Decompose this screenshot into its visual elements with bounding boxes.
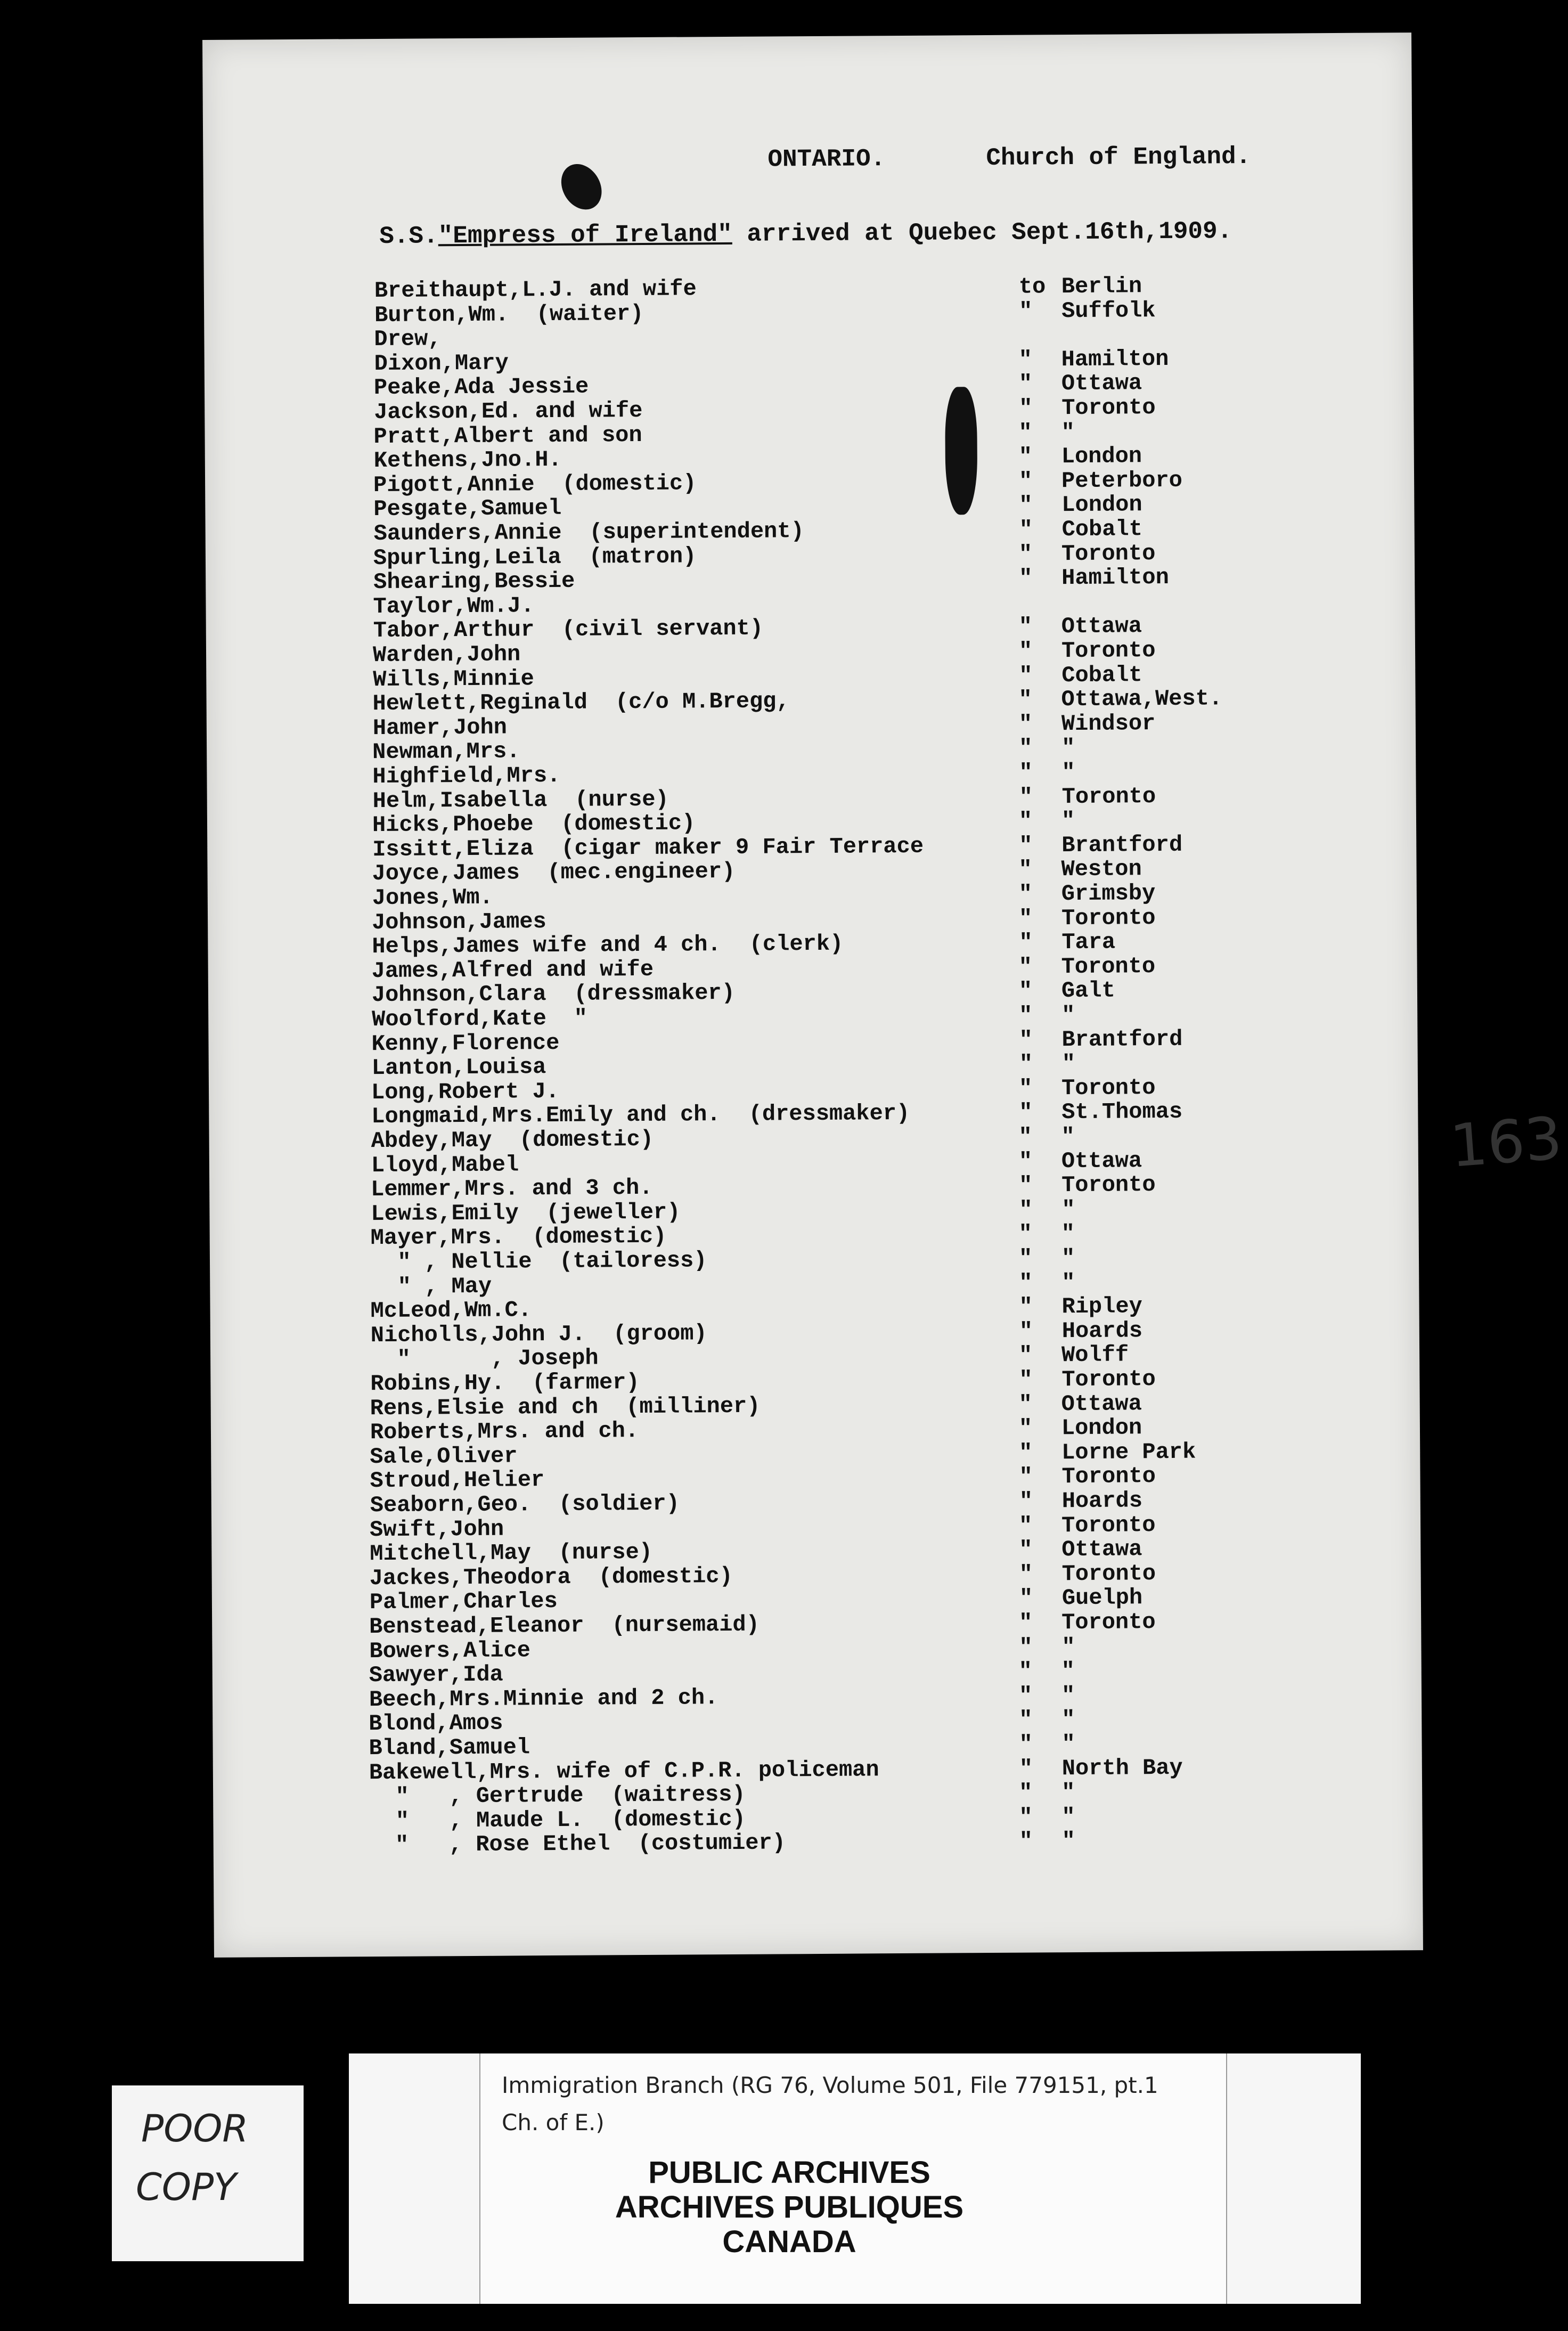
arrival-prefix: S.S. [379, 222, 438, 250]
ditto-mark: " [1018, 347, 1033, 373]
passenger-name: Johnson,James [371, 908, 546, 935]
passenger-name: Lloyd,Mabel [371, 1152, 519, 1178]
passenger-occupation: (mec.engineer) [547, 859, 736, 886]
ditto-mark: " [1018, 711, 1033, 737]
ditto-mark: " [1018, 687, 1032, 713]
passenger-name: Hewlett,Reginald [372, 689, 588, 717]
ditto-mark: " [1019, 1585, 1033, 1612]
destination: Suffolk [1061, 297, 1156, 324]
ditto-mark: " [1019, 735, 1033, 762]
ditto-mark: " [1018, 614, 1033, 640]
destination: " [1061, 1658, 1075, 1684]
ditto-mark: " [1019, 1051, 1033, 1077]
passenger-occupation: (domestic) [532, 1224, 667, 1250]
passenger-name: Johnson,Clara [371, 981, 546, 1008]
passenger-occupation: (jeweller) [546, 1199, 681, 1226]
destination: Cobalt [1061, 516, 1143, 543]
ditto-mark: " [1019, 565, 1033, 591]
passenger-name: Helm,Isabella [372, 787, 548, 814]
ditto-mark: " [1019, 517, 1033, 543]
passenger-occupation: (soldier) [558, 1490, 680, 1517]
passenger-name: Dixon,Mary [374, 350, 509, 377]
destination: Toronto [1061, 1560, 1156, 1587]
ditto-mark: " [1019, 1488, 1033, 1514]
ditto-mark: " [1018, 978, 1033, 1005]
destination: St.Thomas [1061, 1099, 1183, 1126]
destination: Toronto [1061, 1512, 1156, 1538]
destination: Hamilton [1061, 346, 1169, 372]
passenger-name: " , Maude L. [369, 1807, 584, 1834]
passenger-name: Joyce,James [372, 860, 520, 887]
passenger-name: Robins,Hy. [370, 1370, 505, 1397]
destination: Brantford [1061, 832, 1183, 858]
destination: Ottawa [1061, 1147, 1142, 1174]
destination: " [1061, 1707, 1075, 1733]
passenger-occupation: (dressmaker) [574, 980, 736, 1007]
destination: Toronto [1061, 1609, 1156, 1636]
destination: Toronto [1061, 638, 1156, 664]
destination: Toronto [1061, 395, 1156, 421]
passenger-occupation: (nursemaid) [611, 1611, 760, 1639]
ditto-mark: " [1019, 1610, 1033, 1636]
church-heading: Church of England. [986, 142, 1251, 173]
passenger-name: Pigott,Annie [373, 471, 535, 498]
passenger-name: Nicholls,John J. [370, 1321, 586, 1348]
destination: Galt [1061, 977, 1115, 1004]
ditto-mark: " [1018, 1342, 1033, 1369]
passenger-occupation: (superintendent) [589, 518, 804, 545]
passenger-name: Breithaupt,L.J. and wife [374, 276, 697, 304]
ditto-mark: " [1019, 1464, 1033, 1490]
passenger-name: Drew, [374, 326, 442, 353]
destination: Ottawa,West. [1061, 686, 1223, 713]
poor-copy-line2: COPY [136, 2165, 236, 2209]
passenger-occupation: (waitress) [611, 1782, 746, 1808]
destination: London [1061, 1415, 1142, 1441]
passenger-name: " , Nellie [370, 1249, 532, 1276]
ditto-mark: " [1018, 298, 1033, 324]
ditto-mark: " [1019, 1440, 1033, 1466]
ditto-mark: " [1019, 1172, 1033, 1199]
ditto-mark: " [1019, 1270, 1033, 1296]
destination: " [1061, 1245, 1075, 1272]
destination: Toronto [1061, 540, 1156, 567]
passenger-name: Issitt,Eliza [372, 836, 534, 862]
ditto-mark: " [1018, 468, 1033, 494]
passenger-occupation: (domestic) [598, 1563, 733, 1590]
passenger-occupation: (costumier) [638, 1830, 786, 1857]
ditto-mark: " [1019, 1804, 1033, 1830]
destination: Wolff [1061, 1342, 1129, 1368]
ditto-mark: " [1018, 1148, 1033, 1175]
ditto-mark: " [1018, 1221, 1033, 1248]
passenger-occupation: (domestic) [611, 1806, 746, 1833]
destination: Brantford [1061, 1026, 1183, 1053]
passenger-name: Bland,Samuel [369, 1734, 530, 1762]
passenger-name: Kethens,Jno.H. [373, 447, 562, 474]
passenger-name: Wills,Minnie [373, 665, 534, 692]
passenger-name: Saunders,Annie [373, 519, 562, 547]
passenger-list [204, 272, 1413, 1859]
passenger-name: " , Joseph [370, 1345, 599, 1373]
ditto-mark: " [1019, 492, 1033, 519]
passenger-occupation: (milliner) [626, 1393, 761, 1420]
destination: Grimsby [1061, 881, 1156, 907]
passenger-name: Jones,Wm. [372, 884, 493, 911]
destination: Toronto [1061, 1463, 1156, 1490]
ditto-mark: " [1018, 444, 1033, 470]
ditto-mark: " [1018, 857, 1032, 883]
punch-hole [553, 157, 610, 217]
ditto-mark: " [1019, 1099, 1033, 1126]
passenger-name: Benstead,Eleanor [369, 1612, 584, 1640]
ditto-mark: " [1019, 1003, 1033, 1029]
passenger-occupation: (tailoress) [559, 1248, 707, 1274]
destination: Guelph [1061, 1585, 1143, 1611]
destination: " [1061, 1634, 1075, 1660]
destination: Toronto [1061, 904, 1156, 931]
passenger-name: Warden,John [372, 641, 521, 669]
archives-line3: CANADA [722, 2224, 856, 2259]
destination: " [1061, 1269, 1075, 1295]
passenger-occupation: (domestic) [519, 1126, 654, 1153]
passenger-name: Swift,John [369, 1516, 504, 1543]
passenger-occupation: (farmer) [532, 1370, 640, 1396]
passenger-name: Roberts,Mrs. and ch. [370, 1418, 639, 1446]
passenger-name: Pesgate,Samuel [373, 495, 562, 523]
destination: Lorne Park [1061, 1439, 1196, 1465]
destination: Peterboro [1061, 467, 1183, 494]
ditto-mark: " [1019, 1731, 1033, 1757]
destination: Ottawa [1061, 1390, 1142, 1417]
passenger-name: Bowers,Alice [369, 1637, 531, 1664]
passenger-name: Sale,Oliver [370, 1443, 518, 1470]
passenger-name: Blond,Amos [369, 1710, 503, 1737]
passenger-name: " , May [371, 1273, 492, 1300]
passenger-name: Hicks,Phoebe [372, 811, 534, 838]
destination: Windsor [1061, 710, 1156, 737]
passenger-name: James,Alfred and wife [371, 956, 654, 984]
poor-copy-label [112, 2085, 304, 2261]
ditto-mark: " [1018, 1658, 1033, 1684]
ditto-mark: " [1018, 541, 1033, 567]
destination: Toronto [1061, 1172, 1156, 1199]
ditto-mark: " [1019, 930, 1033, 956]
arrival-rest: arrived at Quebec Sept.16th,1909. [732, 217, 1232, 248]
passenger-name: Seaborn,Geo. [370, 1491, 532, 1519]
ditto-mark: " [1019, 1561, 1033, 1587]
ditto-mark: " [1018, 1415, 1033, 1441]
destination: North Bay [1061, 1755, 1183, 1781]
destination: London [1061, 443, 1142, 470]
ditto-mark: " [1019, 1367, 1033, 1393]
passenger-name: Jackson,Ed. and wife [374, 397, 643, 426]
ditto-mark: " [1018, 1683, 1033, 1709]
destination: Tara [1061, 929, 1116, 956]
passenger-name: Highfield,Mrs. [372, 762, 561, 790]
destination: " [1061, 735, 1075, 761]
document-page [202, 32, 1565, 1958]
passenger-name: Helps,James wife and 4 ch. [372, 932, 721, 960]
destination: Ottawa [1061, 370, 1142, 397]
ditto-mark: " [1018, 954, 1033, 980]
ditto-mark: " [1018, 1780, 1033, 1806]
destination: Hoards [1061, 1488, 1143, 1514]
ditto-mark: " [1019, 1756, 1033, 1782]
passenger-name: Jackes,Theodora [369, 1564, 571, 1591]
destination: " [1061, 1051, 1076, 1077]
destination: Ottawa [1061, 1536, 1142, 1563]
arrival-line [379, 217, 1232, 250]
destination: Toronto [1061, 1366, 1156, 1393]
passenger-name: Long,Robert J. [371, 1078, 560, 1105]
ditto-mark: " [1019, 784, 1033, 810]
destination: " [1061, 1828, 1076, 1854]
passenger-name: Lanton,Louisa [371, 1054, 546, 1081]
ditto-mark: " [1019, 1027, 1033, 1053]
passenger-name: Bakewell,Mrs. wife of C.P.R. policeman [369, 1756, 879, 1786]
passenger-occupation: (nurse) [575, 786, 669, 813]
passenger-name: Burton,Wm. [374, 301, 509, 328]
destination: Cobalt [1061, 662, 1142, 688]
destination: Ripley [1061, 1293, 1142, 1320]
passenger-name: Mitchell,May [370, 1540, 531, 1567]
passenger-occupation: (domestic) [562, 470, 697, 497]
passenger-occupation: (nurse) [558, 1539, 653, 1566]
passenger-occupation: (domestic) [561, 810, 696, 837]
passenger-name: Shearing,Bessie [373, 568, 575, 596]
destination: " [1061, 808, 1075, 834]
destination: Toronto [1061, 953, 1156, 980]
passenger-name: Peake,Ada Jessie [373, 373, 589, 401]
ditto-mark: " [1019, 1828, 1033, 1855]
passenger-name: Longmaid,Mrs.Emily and ch. [371, 1102, 721, 1130]
destination: Toronto [1061, 1074, 1156, 1101]
ditto-mark: " [1018, 881, 1033, 907]
passenger-name: McLeod,Wm.C. [370, 1297, 532, 1324]
passenger-name: Stroud,Helier [370, 1467, 545, 1494]
ditto-mark: " [1019, 1294, 1033, 1320]
destination: Hamilton [1061, 565, 1169, 591]
ditto-mark: " [1019, 1197, 1033, 1223]
ditto-mark: " [1019, 395, 1033, 421]
destination: " [1061, 419, 1075, 445]
passenger-name: " , Gertrude [369, 1782, 584, 1810]
archives-line2: ARCHIVES PUBLIQUES [615, 2190, 964, 2224]
passenger-occupation: (c/o M.Bregg, [615, 688, 790, 715]
passenger-name: Spurling,Leila [373, 544, 561, 571]
passenger-occupation: (waiter) [536, 300, 644, 327]
passenger-name: Lemmer,Mrs. and 3 ch. [371, 1175, 653, 1203]
passenger-occupation: (civil servant) [561, 615, 764, 643]
destination: Berlin [1061, 273, 1142, 300]
destination: " [1061, 1804, 1075, 1830]
ship-name: "Empress of Ireland" [438, 220, 732, 250]
passenger-occupation: " [574, 1005, 588, 1031]
ditto-mark: " [1019, 1707, 1033, 1733]
ditto-mark: " [1018, 1245, 1033, 1272]
ditto-mark: " [1019, 1318, 1033, 1344]
passenger-occupation: (cigar maker 9 Fair Terrace [561, 833, 924, 861]
destination: " [1061, 1731, 1075, 1757]
destination: " [1061, 1780, 1075, 1806]
pencil-page-number: 163 [1448, 1104, 1565, 1180]
destination: " [1061, 1124, 1075, 1150]
ditto-mark: " [1019, 1634, 1033, 1660]
passenger-occupation: (matron) [589, 543, 697, 570]
destination: " [1061, 1003, 1075, 1029]
ditto-mark: " [1019, 1537, 1033, 1563]
destination: " [1061, 760, 1075, 786]
destination: London [1061, 492, 1142, 518]
destination: " [1061, 1196, 1075, 1222]
destination: Hoards [1061, 1318, 1143, 1344]
ditto-mark: " [1018, 1124, 1032, 1150]
ditto-mark: " [1018, 1075, 1033, 1102]
passenger-name: Abdey,May [371, 1127, 492, 1154]
passenger-name: Pratt,Albert and son [373, 422, 642, 450]
ditto-mark: " [1018, 1513, 1033, 1539]
passenger-name: Taylor,Wm.J. [373, 593, 535, 620]
passenger-occupation: (groom) [613, 1321, 707, 1347]
passenger-name: Woolford,Kate [372, 1006, 547, 1033]
passenger-name: Sawyer,Ida [369, 1661, 503, 1689]
ditto-mark: " [1018, 808, 1033, 834]
reference-line1: Immigration Branch (RG 76, Volume 501, File 779151, pt.1 [502, 2072, 1158, 2098]
ditto-mark: " [1018, 906, 1033, 932]
passenger-name: Kenny,Florence [371, 1030, 560, 1057]
ditto-mark: " [1018, 371, 1033, 397]
ditto-mark: " [1018, 420, 1032, 446]
ditto-mark: " [1019, 760, 1033, 786]
destination: Toronto [1061, 783, 1156, 810]
archive-reference-card [479, 2053, 1227, 2304]
ditto-mark: " [1019, 833, 1033, 859]
passenger-name: Mayer,Mrs. [370, 1224, 505, 1251]
archives-line1: PUBLIC ARCHIVES [648, 2155, 930, 2190]
ditto-mark: to [1018, 274, 1046, 300]
destination: " [1061, 1682, 1075, 1709]
ditto-mark: " [1018, 638, 1033, 664]
ditto-mark: " [1019, 663, 1033, 689]
destination: " [1061, 1221, 1075, 1247]
passenger-name: Palmer,Charles [369, 1588, 558, 1616]
destination: Weston [1061, 856, 1142, 883]
passenger-name: Beech,Mrs.Minnie and 2 ch. [369, 1684, 718, 1713]
poor-copy-line1: POOR [141, 2107, 249, 2150]
passenger-name: Tabor,Arthur [373, 617, 535, 644]
passenger-name: Rens,Elsie and ch [370, 1394, 599, 1421]
passenger-occupation: (clerk) [749, 931, 844, 957]
destination: Ottawa [1061, 613, 1142, 640]
passenger-name: Lewis,Emily [371, 1200, 519, 1227]
ditto-mark: " [1018, 1391, 1033, 1417]
passenger-name: " , Rose Ethel [368, 1831, 610, 1859]
passenger-name: Hamer,John [372, 714, 508, 741]
reference-line2: Ch. of E.) [502, 2109, 605, 2136]
passenger-name: Newman,Mrs. [372, 738, 520, 765]
province-heading: ONTARIO. [767, 145, 886, 174]
passenger-occupation: (dressmaker) [748, 1101, 910, 1128]
